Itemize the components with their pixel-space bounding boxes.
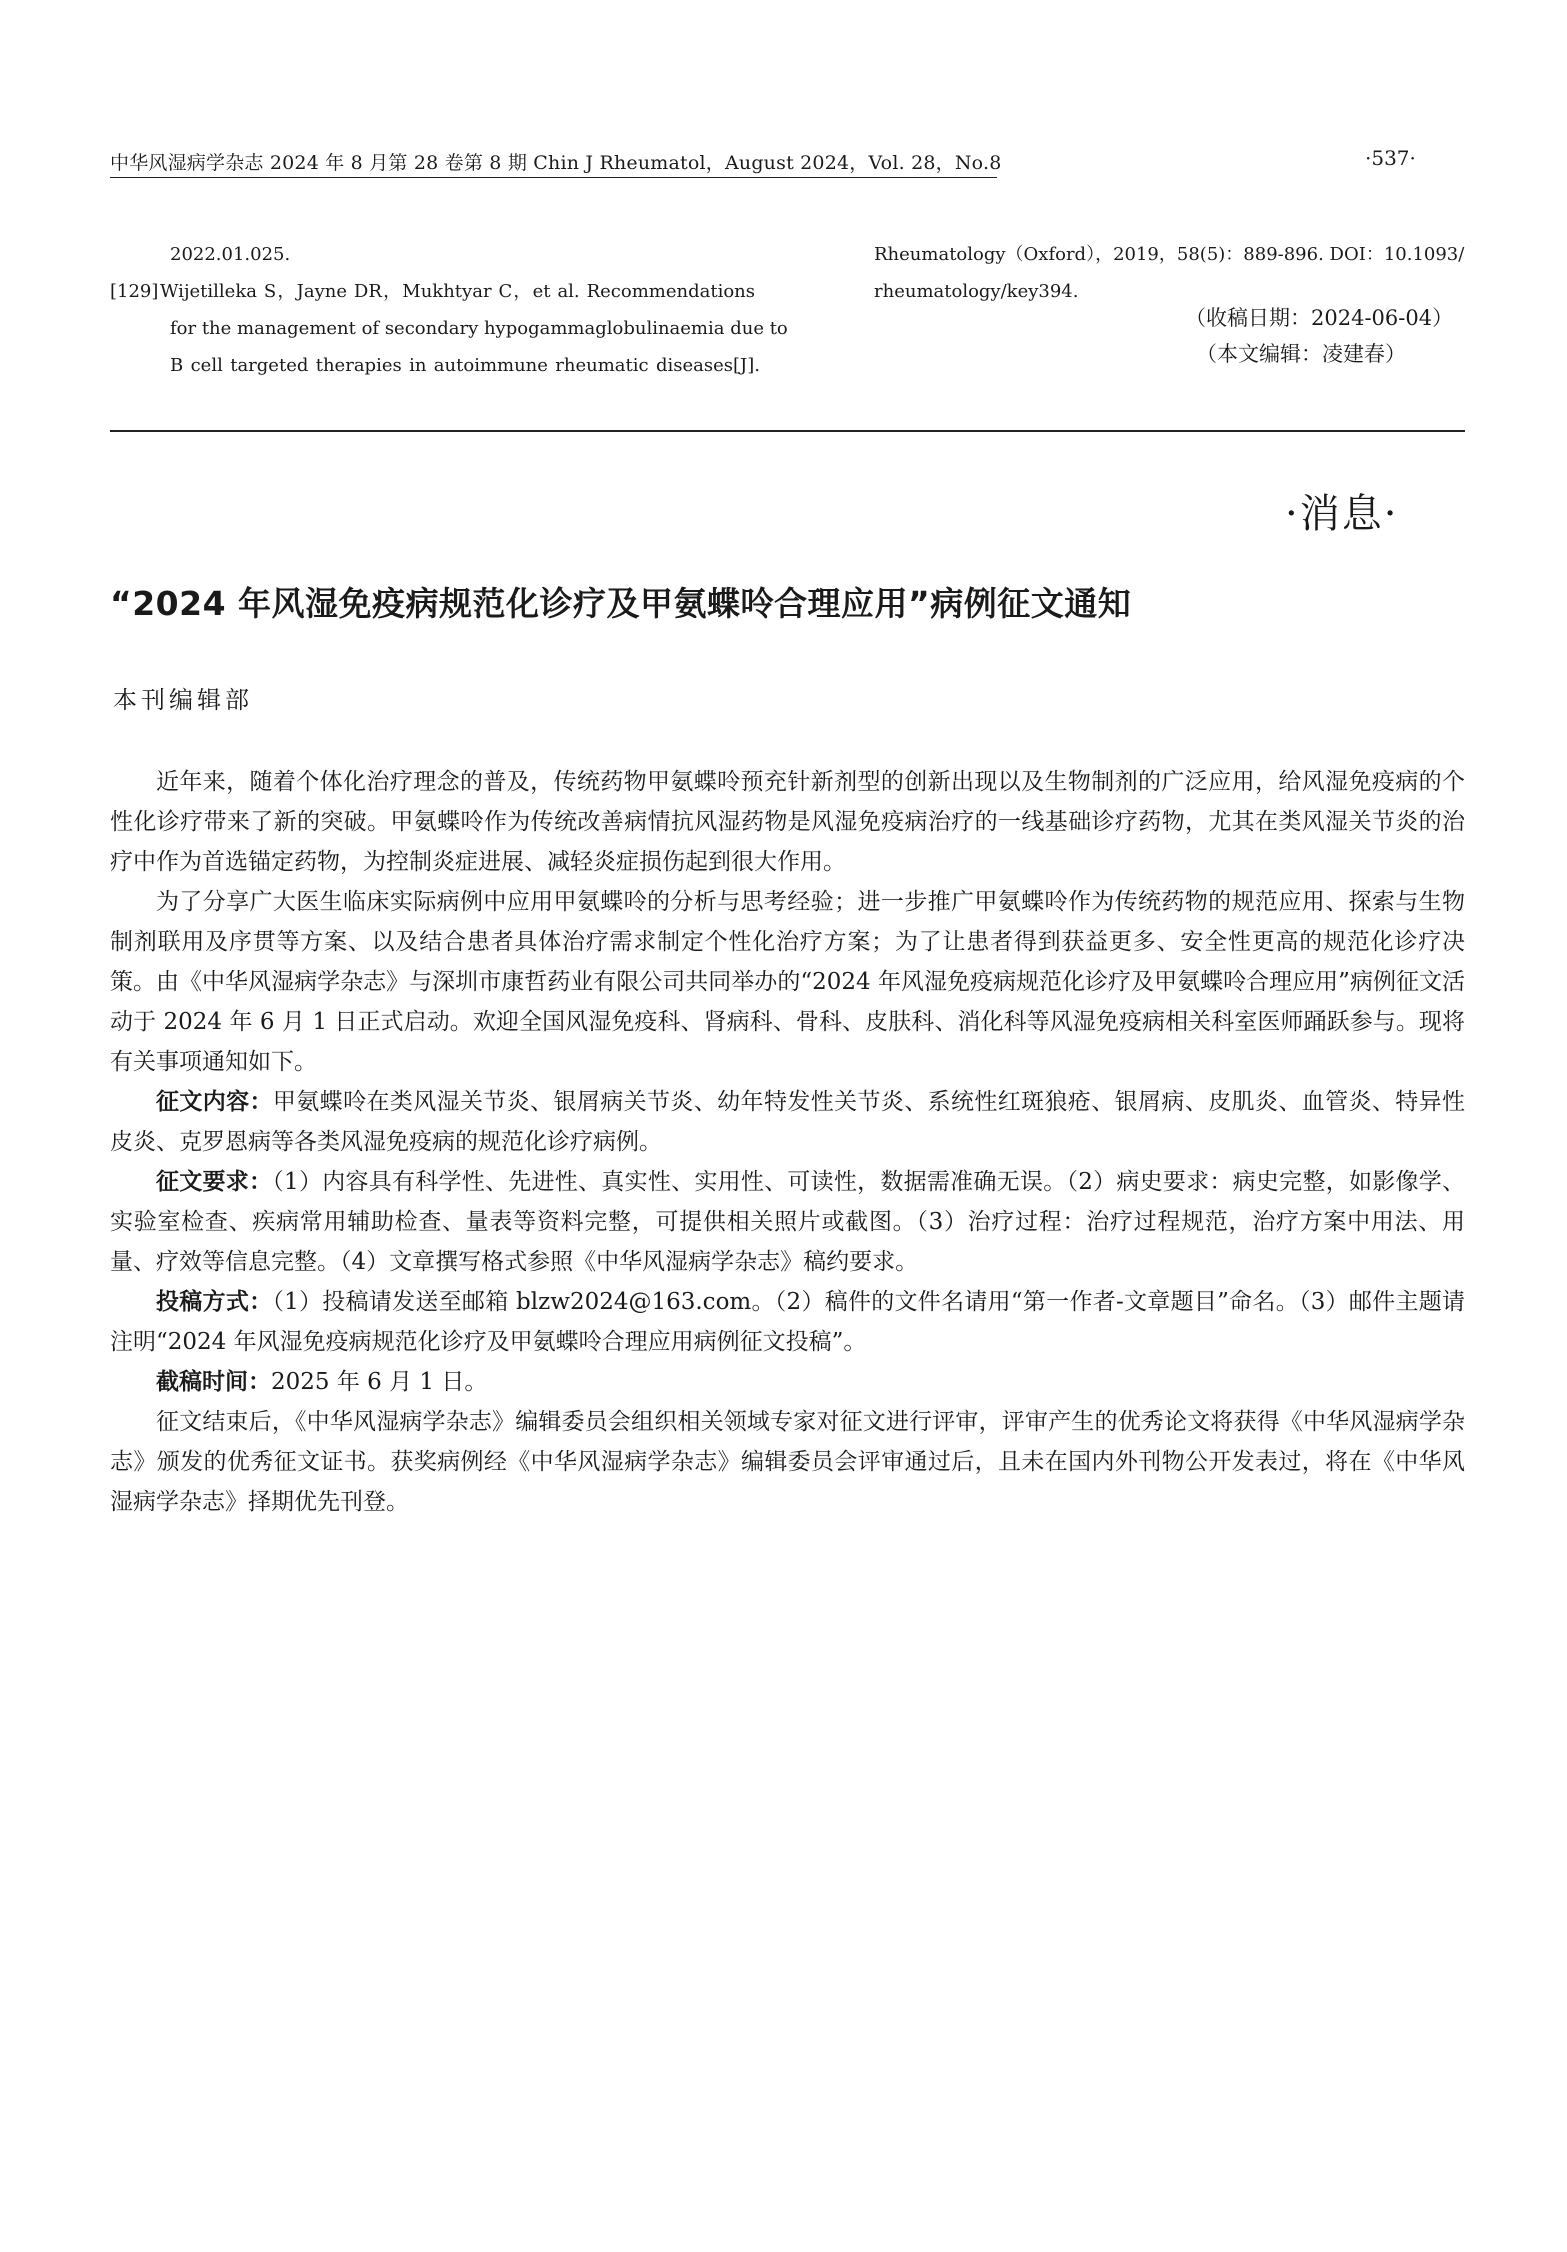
paragraph-text: （1）投稿请发送至邮箱 blzw2024@163.com。（2）稿件的文件名请用“第一作者-文章题目”命名。（3）邮件主题请注明“2024 年风湿免疫病规范化诊疗及甲氨蝶呤合理应用病例征文投稿”。 <box>110 1289 1465 1355</box>
section-label: ·消息· <box>1285 491 1399 537</box>
received-date: （收稿日期：2024-06-04） <box>1185 306 1454 330</box>
section-divider <box>110 430 1465 432</box>
body-paragraph <box>110 1362 1465 1402</box>
reference-entry-129 <box>110 273 760 310</box>
references-left-column <box>110 236 788 384</box>
paragraph-text: 甲氨蝶呤在类风湿关节炎、银屑病关节炎、幼年特发性关节炎、系统性红斑狼疮、银屑病、皮肌炎、血管炎、特异性皮炎、克罗恩病等各类风湿免疫病的规范化诊疗病例。 <box>110 1089 1466 1155</box>
paragraph-text: 征文结束后，《中华风湿病学杂志》编辑委员会组织相关领域专家对征文进行评审，评审产生的优秀论文将获得《中华风湿病学杂志》颁发的优秀征文证书。获奖病例经《中华风湿病学杂志》编辑委员会评审通过后，且未在国内外刊物公开发表过，将在《中华风湿病学杂志》择期优先刊登。 <box>110 1409 1465 1515</box>
paragraph-text: 近年来，随着个体化治疗理念的普及，传统药物甲氨蝶呤预充针新剂型的创新出现以及生物制剂的广泛应用，给风湿免疫病的个性化诊疗带来了新的突破。甲氨蝶呤作为传统改善病情抗风湿药物是风湿免疫病治疗的一线基础诊疗药物，尤其在类风湿关节炎的治疗中作为首选锚定药物，为控制炎症进展、减轻炎症损伤起到很大作用。 <box>110 769 1465 875</box>
references-right-column <box>874 236 1464 310</box>
reference-text-line: Rheumatology（Oxford），2019，58(5)：889-896. DOI：10.1093/ <box>874 244 1465 265</box>
article-body <box>110 762 1465 1522</box>
body-paragraph <box>110 882 1465 1082</box>
paragraph-text: （1）内容具有科学性、先进性、真实性、实用性、可读性，数据需准确无误。（2）病史要求：病史完整，如影像学、实验室检查、疾病常用辅助检查、量表等资料完整，可提供相关照片或截图。（3）治疗过程：治疗过程规范，治疗方案中用法、用量、疗效等信息完整。（4）文章撰写格式参照《中华风湿病学杂志》稿约要求。 <box>110 1169 1465 1275</box>
paragraph-keyword: 征文内容： <box>156 1089 273 1115</box>
article-title: “2024 年风湿免疫病规范化诊疗及甲氨蝶呤合理应用”病例征文通知 <box>110 584 1132 623</box>
running-head: 中华风湿病学杂志 2024 年 8 月第 28 卷第 8 期 Chin J Rheumatol，August 2024，Vol. 28，No.8 <box>110 148 997 178</box>
reference-text-line: rheumatology/key394. <box>874 281 1079 302</box>
reference-number: [129] <box>110 281 159 302</box>
body-paragraph <box>110 1082 1465 1162</box>
paragraph-text: 2025 年 6 月 1 日。 <box>271 1369 488 1395</box>
body-paragraph <box>110 1282 1465 1362</box>
reference-text-line: for the management of secondary hypogammaglobulinaemia due to <box>170 318 788 339</box>
body-paragraph <box>110 762 1465 882</box>
paragraph-text: 为了分享广大医生临床实际病例中应用甲氨蝶呤的分析与思考经验；进一步推广甲氨蝶呤作为传统药物的规范应用、探索与生物制剂联用及序贯等方案、以及结合患者具体治疗需求制定个性化治疗方案；为了让患者得到获益更多、安全性更高的规范化诊疗决策。由《中华风湿病学杂志》与深圳市康哲药业有限公司共同举办的“2024 年风湿免疫病规范化诊疗及甲氨蝶呤合理应用”病例征文活动于 2024 年 6 月 1 日正式启动。欢迎全国风湿免疫科、肾病科、骨科、皮肤科、消化科等风湿免疫病相关科室医师踊跃参与。现将有关事项通知如下。 <box>110 889 1465 1075</box>
paragraph-keyword: 投稿方式： <box>156 1289 273 1315</box>
page-number: ·537· <box>1365 146 1416 170</box>
reference-continued-line: 2022.01.025. <box>170 244 291 265</box>
paragraph-keyword: 截稿时间： <box>156 1369 271 1395</box>
paragraph-keyword: 征文要求： <box>156 1169 273 1195</box>
body-paragraph <box>110 1162 1465 1282</box>
body-paragraph <box>110 1402 1465 1522</box>
article-author: 本刊编辑部 <box>113 686 253 714</box>
article-editor: （本文编辑：凌建春） <box>1196 342 1406 366</box>
reference-text-line: Wijetilleka S，Jayne DR，Mukhtyar C，et al. Recommendations <box>160 281 755 302</box>
reference-text-line: B cell targeted therapies in autoimmune rheumatic diseases[J]. <box>170 355 760 376</box>
